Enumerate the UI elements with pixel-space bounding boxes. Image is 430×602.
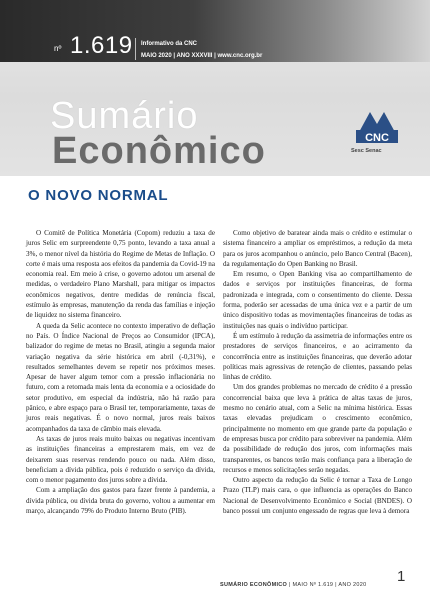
paragraph: O Comitê de Política Monetária (Copom) reduziu a taxa de juros Selic em surpreendente 0,75 ponto, levando a taxa anual a 3%, o menor nível da história do Regime de Metas de Inflação. O corte é mais uma resposta aos efeitos da pandemia da Covid-19 na economia real. Em meio à crise, o governo adotou um arsenal de medidas, o verdadeiro Plano Marshall, para mitigar os impactos econômicos negativos, dentre medidas de renúncia fiscal, estímulo às empresas, manutenção da renda das famílias e injeção de liquidez no sistema financeiro. xyxy=(26,229,215,320)
paragraph: Em resumo, o Open Banking visa ao compartilhamento de dados e serviços por instituições financeiras, de forma padronizada e integrada, com o consentimento do cliente. Dessa forma, poderão ser acessadas de uma única vez e a partir de um único dispositivo todas as movimentações financeiras de todas as instituições nas quais o indivíduo participar. xyxy=(223,270,412,330)
logo-text: CNC xyxy=(365,132,389,144)
newsletter-label: Informativo da CNC xyxy=(141,41,198,47)
masthead xyxy=(0,0,430,176)
footer-details: | MAIO Nº 1.619 | ANO 2020 xyxy=(287,582,367,588)
masthead-divider xyxy=(135,38,136,60)
cnc-logo xyxy=(352,100,402,146)
issue-prefix: nº xyxy=(54,44,62,53)
paragraph: As taxas de juros reais muito baixas ou negativas incentivam as instituições financeiras a emprestarem mais, em vez de deixarem suas reservas rendendo pouco ou nada. Além disso, beneficiam a dívida pública, pois é reduzido o serviço da dívida, com o menor pagamento dos juros sobre a dívida. xyxy=(26,434,215,485)
paragraph: Um dos grandes problemas no mercado de crédito é a pressão concorrencial baixa que leva à prática de altas taxas de juros, mesmo no cenário atual, com a Selic na mínima histórica. Essas taxas elevadas prejudicam o crescimento econômico, principalmente no momento em que grande parte da população e de empresas busca por crédito para sobreviver na pandemia. Além da possibilidade de redução dos juros, com informações mais transparentes, os bancos terão mais confiança para a liberação de recursos e menos solicitações serão negadas. xyxy=(223,383,412,474)
article-column-left xyxy=(26,228,215,516)
issue-number: 1.619 xyxy=(70,32,133,59)
footer-publication: SUMÁRIO ECONÔMICO xyxy=(220,582,288,588)
article-headline: O NOVO NORMAL xyxy=(28,187,169,204)
logo-subtitle: Sesc Senac xyxy=(351,148,382,154)
page-footer xyxy=(220,582,366,588)
paragraph: Com a ampliação dos gastos para fazer frente à pandemia, a dívida pública, ou dívida bruta do governo, voltou a aumentar em março, alcançando 79% do Produto Interno Bruto (PIB). xyxy=(26,486,215,516)
title-line-2: Econômico xyxy=(52,130,266,172)
paragraph: É um estímulo à redução da assimetria de informações entre os prestadores de serviços financeiros, e ao acirramento da concorrência entre as instituições financeiras, que deverão adotar políticas mais agressivas de retenção de clientes, passando pelas linhas de crédito. xyxy=(223,331,412,382)
article-column-right xyxy=(223,228,412,516)
page-number: 1 xyxy=(397,568,406,585)
paragraph: Outro aspecto da redução da Selic é tornar a Taxa de Longo Prazo (TLP) mais cara, o que influencia as operações do Banco Nacional de Desenvolvimento Econômico e Social (BNDES). O banco possui um conjunto engessado de regras que leva à demora xyxy=(223,476,412,516)
paragraph: A queda da Selic acontece no contexto imperativo de deflação no País. O Índice Nacional de Preços ao Consumidor (IPCA), balizador do regime de metas no Brasil, atingiu a segunda maior variação negativa da série histórica em abril (-0,31%), e resultados semelhantes devem se repetir nos próximos meses. Apesar de haver algum temor com a pressão inflacionária no futuro, com a retomada mais lenta da economia e a ociosidade do setor produtivo, em especial da indústria, não há razão para pânico, e abre espaço para o Brasil ter, temporariamente, taxas de juros reais negativas. É o novo normal, juros reais baixos acompanhados da taxa de câmbio mais elevada. xyxy=(26,321,215,433)
paragraph: Como objetivo de baratear ainda mais o crédito e estimular o sistema financeiro a ampliar os empréstimos, a redução da meta para os juros acompanhou o anúncio, pelo Banco Central (Bacen), da regulamentação do Open Banking no Brasil. xyxy=(223,229,412,268)
title-line-1: Sumário xyxy=(50,95,199,137)
issue-info: MAIO 2020 | ANO XXXVIII | www.cnc.org.br xyxy=(141,53,263,59)
